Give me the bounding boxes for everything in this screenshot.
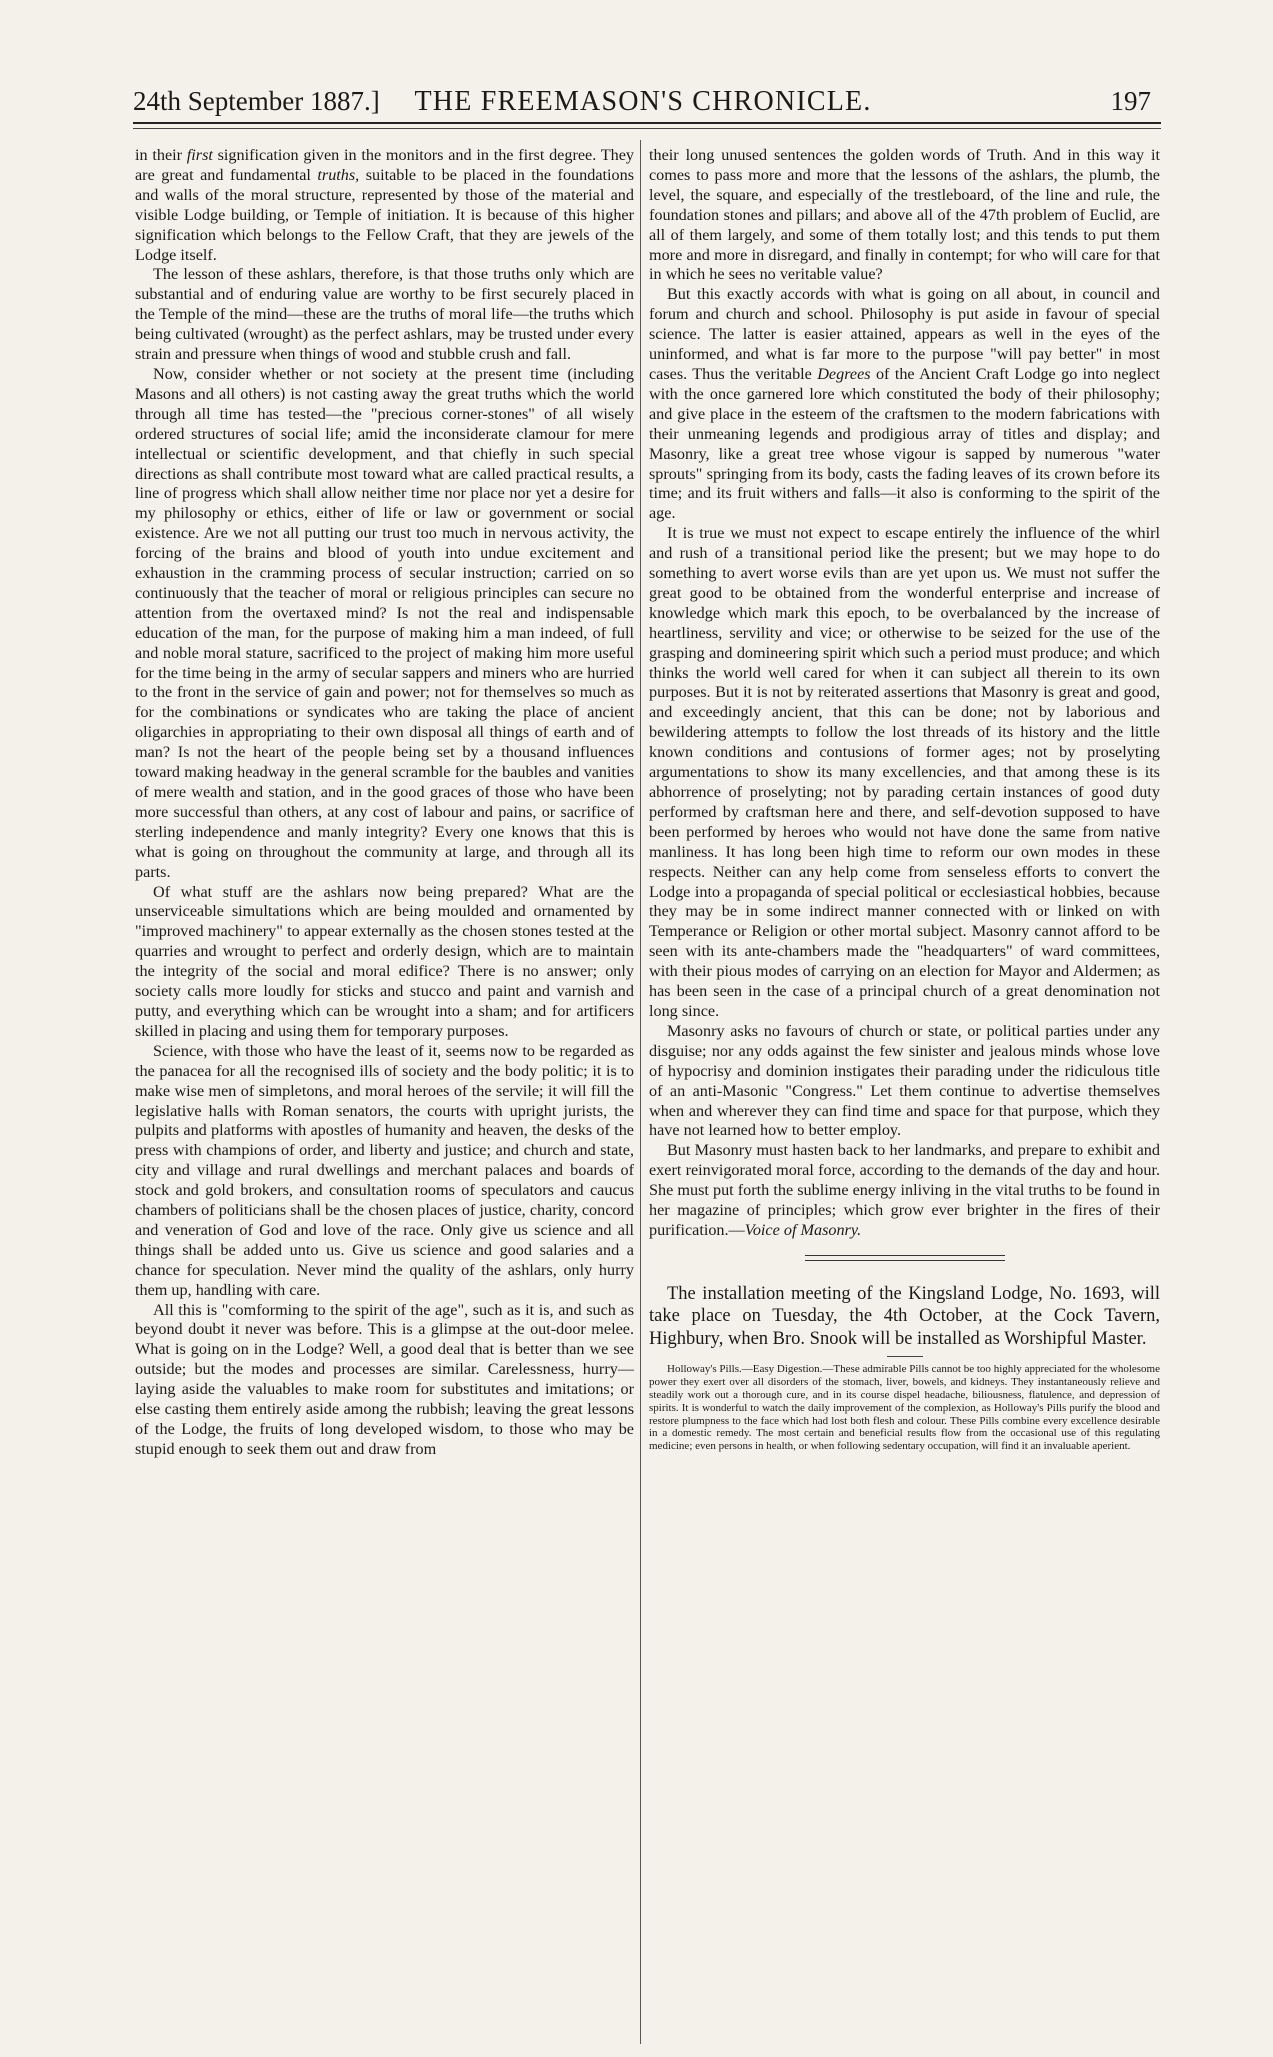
- section-rule: [805, 1255, 1005, 1256]
- text-run: of the Ancient Craft Lodge go into neglect with the once garnered lore which constituted the body of their philosophy; and give place in the esteem of the craftsmen to the modern fabrications with their unmeaning legends and prodigious array of titles and display; and Masonry, like a great tree whose vigour is sapped by numerous "water sprouts" springing from its body, casts the fading leaves of its crown before its time; and its fruit withers and falls—it also is conforming to the spirit of the age.: [649, 364, 1160, 523]
- header-rule: [133, 122, 1161, 124]
- section-rule: [805, 1260, 1005, 1261]
- advertisement: Holloway's Pills.—Easy Digestion.—These admirable Pills cannot be too highly appreciated for the wholesome power they exert over all disorders of the stomach, liver, bowels, and kidneys. They instantaneously relieve and steadily work out a thorough cure, and in its course dispel headache, biliousness, flatulence, and depression of spirits. It is wonderful to watch the daily improvement of the complexion, as Holloway's Pills purify the blood and restore plumpness to the face which had lost both flesh and colour. These Pills combine every excellence desirable in a domestic remedy. The most certain and beneficial results flow from the occasional use of this regulating medicine; even persons in health, or when following sedentary occupation, will find it an invaluable aperient.: [649, 1363, 1160, 1453]
- text-run: suitable to be placed in the foundations and walls of the moral structure, represented by those of the material and visible Lodge building, or Temple of initiation. It is because of this higher signification which belongs to the Fellow Craft, that they are jewels of the Lodge itself.: [135, 165, 634, 264]
- italic-text: Voice of Masonry.: [744, 1220, 862, 1239]
- text-run: in their: [135, 146, 187, 164]
- header-rule-thin: [133, 128, 1161, 129]
- italic-text: first: [186, 146, 213, 164]
- publication-title: THE FREEMASON'S CHRONICLE.: [414, 86, 872, 117]
- paragraph: Science, with those who have the least of it, seems now to be regarded as the panacea for all the recognised ills of society and the body politic; it is to make wise men of simpletons, and moral heroes of the servile; it will fill the legislative halls with Roman senators, the courts with upright jurists, the pulpits and platforms with apostles of humanity and heaven, the desks of the press with champions of order, and liberty and justice; and church and state, city and village and rural dwellings and merchant palaces and boards of stock and gold brokers, and consultation rooms of speculators and caucus chambers of politicians shall be the chosen places of justice, charity, concord and veneration of God and love of the race. Only give us science and all things shall be added unto us. Give us science and good salaries and a chance for speculation. Never mind the quality of the ashlars, only hurry them up, handling with care.: [135, 1041, 634, 1299]
- text-run: signification given in the monitors and in the first degree. They are great and fundamental: [135, 146, 634, 184]
- paragraph: [649, 285, 1160, 524]
- column-divider: [640, 140, 641, 2044]
- page-header: [125, 84, 1161, 124]
- text-run: But Masonry must hasten back to her landmarks, and prepare to exhibit and exert reinvigorated moral force, according to the demands of the day and hour. She must put forth the sublime energy inliving in the vital truths to be found in her magazine of principles; which grow ever brighter in the fires of their purification.—: [649, 1141, 1160, 1239]
- page-number: 197: [1110, 86, 1151, 116]
- paragraph: [135, 146, 634, 265]
- right-column: [649, 146, 1160, 1453]
- paragraph: Masonry asks no favours of church or state, or political parties under any disguise; nor any odds against the few sinister and jealous minds whose love of hypocrisy and dominion instigates their parading under the ridiculous title of an anti-Masonic "Congress." Let them continue to advertise themselves when and wherever they can find time and space for that purpose, which they have not learned how to better employ.: [649, 1021, 1160, 1140]
- paragraph: It is true we must not expect to escape entirely the influence of the whirl and rush of a transitional period like the present; but we may hope to do something to avert worse evils than are yet upon us. We must not suffer the great good to be obtained from the wonderful enterprise and increase of knowledge which mark this epoch, to be overbalanced by the increase of heartliness, servility and vice; or otherwise to be seized for the use of the grasping and domineering spirit which such a period must produce; and which thinks the world well cared for when it can subject all therein to its own purposes. But it is not by reiterated assertions that Masonry is great and good, and exceedingly ancient, that this can be done; not by laborious and bewildering attempts to follow the lost threads of its history and the little known conditions and contusions of former ages; not by proselyting argumentations to show its many excellencies, and that among these is its abhorrence of proselyting; not by parading certain instances of good duty performed by craftsman here and there, and self-devotion supposed to have been performed by heroes who would not have done the same from native manliness. It has long been high time to reform our own modes in these respects. Neither can any help come from senseless efforts to convert the Lodge into a propaganda of special political or ecclesiastical hobbies, because they may be in some indirect manner connected with or linked on with Temperance or Religion or other mortal subject. Masonry cannot afford to be seen with its ante-chambers made the "headquarters" of ward committees, with their pious modes of carrying on an election for Mayor and Aldermen; as has been seen in the case of a principal church of a great denomination not long since.: [649, 524, 1160, 1020]
- paragraph: The lesson of these ashlars, therefore, is that those truths only which are substantial and of enduring value are worthy to be first securely placed in the Temple of the mind—these are the truths of moral life—the truths which being cultivated (wrought) as the perfect ashlars, may be trusted under every strain and pressure when things of wood and stubble crush and fall.: [135, 265, 634, 364]
- paragraph: All this is "comforming to the spirit of the age", such as it is, and such as beyond doubt it never was before. This is a glimpse at the out-door melee. What is going on in the Lodge? Well, a good deal that is better than we see outside; but the modes and processes are similar. Carelessness, hurry—laying aside the valuables to make room for substitutes and imitations; or else casting them entirely aside among the rubbish; leaving the great lessons of the Lodge, the fruits of long developed wisdom, to those who may be stupid enough to seek them out and draw from: [135, 1300, 634, 1458]
- text-run: But this exactly accords with what is going on all about, in council and forum and church and school. Philosophy is put aside in favour of special science. The latter is easier attained, appears as well in the eyes of the uninformed, and what is far more to the purpose "will pay better" in most cases. Thus the veritable: [649, 285, 1160, 383]
- italic-text: truths,: [317, 165, 360, 184]
- italic-text: Degrees: [817, 364, 871, 383]
- issue-date: 24th September 1887.]: [133, 86, 380, 116]
- lodge-notice: The installation meeting of the Kingsland Lodge, No. 1693, will take place on Tuesday, the 4th October, at the Cock Tavern, Highbury, when Bro. Snook will be installed as Worshipful Master.: [649, 1283, 1160, 1349]
- left-column: [135, 146, 634, 1460]
- paragraph: [649, 1141, 1160, 1241]
- paragraph: Now, consider whether or not society at the present time (including Masons and all others) is not casting away the great truths which the world through all time has tested—the "precious corner-stones" of all wisely ordered structures of social life; amid the inconsiderate clamour for mere intellectual or scientific development, and that chiefly in such special directions as shall contribute most toward what are called practical results, a line of progress which shall allow neither time nor place nor yet a desire for my philosophy or ethics, either of life or law or government or social existence. Are we not all putting our trust too much in nervous activity, the forcing of the brains and blood of youth into undue excitement and exhaustion in the cramming process of secular instruction; carried on so continuously that the teacher of moral or religious principles can secure no attention from the overtaxed mind? Is not the real and indispensable education of the man, for the purpose of making him a man indeed, of full and noble moral stature, sacrificed to the project of making him more useful for the time being in the army of secular sappers and miners who are hurried to the front in the service of gain and power; not for themselves so much as for the combinations or syndicates who are taking the place of ancient oligarchies in appropriating to their own disposal all things of earth and of man? Is not the heart of the people being set by a thousand influences toward making headway in the general scramble for the baubles and vanities of mere wealth and station, and in the good graces of those who have been more successful than others, at any cost of labour and pains, or sacrifice of sterling independence and manly integrity? Every one knows that this is what is going on throughout the community at large, and through all its parts.: [135, 364, 634, 881]
- paragraph: their long unused sentences the golden words of Truth. And in this way it comes to pass more and more that the lessons of the ashlars, the plumb, the level, the square, and especially of the trestleboard, of the line and rule, the foundation stones and pillars; and above all of the 47th problem of Euclid, are all of them largely, and some of them totally lost; and this tends to put them more and more in disregard, and finally in contempt; for who will care for that in which he sees no veritable value?: [649, 146, 1160, 284]
- paragraph: Of what stuff are the ashlars now being prepared? What are the unserviceable simultations which are being moulded and ornamented by "improved machinery" to appear externally as the chosen stones tested at the quarries and wrought to perfect and orderly design, which are to maintain the integrity of the social and moral edifice? There is no answer; only society calls more loudly for sticks and stucco and paint and varnish and putty, and everything which can be wrought into a sham; and for artificers skilled in placing and using them for temporary purposes.: [135, 882, 634, 1040]
- notice-rule: [887, 1356, 923, 1357]
